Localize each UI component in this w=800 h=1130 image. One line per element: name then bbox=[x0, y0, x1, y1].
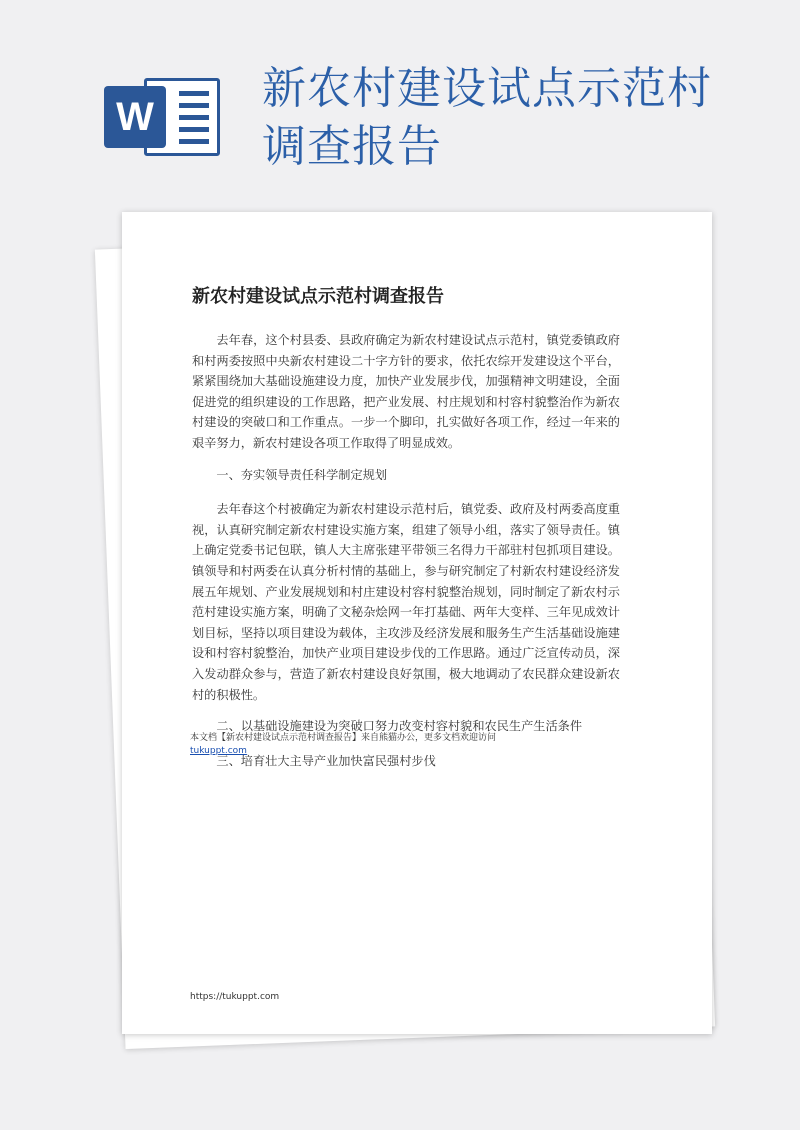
word-letter-badge: W bbox=[104, 86, 166, 148]
footnote-link[interactable]: tukuppt.com bbox=[190, 746, 247, 756]
footnote-text: 本文档【新农村建设试点示范村调查报告】来自熊猫办公，更多文档欢迎访问 bbox=[190, 733, 497, 743]
title-line-1: 新农村建设试点示范村 bbox=[262, 63, 712, 114]
section-heading-3: 三、培育壮大主导产业加快富民强村步伐 bbox=[216, 753, 436, 768]
section-heading-1: 一、夯实领导责任科学制定规划 bbox=[216, 467, 388, 482]
header-banner bbox=[0, 0, 800, 210]
paragraph-section-1: 去年春这个村被确定为新农村建设示范村后，镇党委、政府及村两委高度重视，认真研究制定新农村建设实施方案，组建了领导小组，落实了领导责任。镇上确定党委书记包联，镇人大主席张建平带领三名得力干部驻村包抓项目建设。镇领导和村两委在认真分析村情的基础上，参与研究制定了村新农村建设经济发展五年规划、产业发展规划和村庄建设村容村貌整治规划，同时制定了新农村示范村建设实施方案，明确了文秘杂烩网一年打基础、两年大变样、三年见成效计划目标，坚持以项目建设为载体，主攻涉及经济发展和服务生产生活基础设施建设和村容村貌整治，加快产业项目建设步伐的工作思路。通过广泛宣传动员，深入发动群众参与，营造了新农村建设良好氛围，极大地调动了农民群众建设新农村的积极性。 bbox=[192, 502, 620, 702]
page-footer-url[interactable]: https://tukuppt.com bbox=[190, 992, 280, 1002]
source-footnote bbox=[190, 732, 630, 758]
page-title bbox=[262, 60, 762, 176]
document-page bbox=[122, 212, 712, 1034]
paragraph-intro: 去年春，这个村县委、县政府确定为新农村建设试点示范村，镇党委镇政府和村两委按照中央新农村建设二十字方针的要求，依托农综开发建设这个平台，紧紧围绕加大基础设施建设力度，加快产业发展步伐，加强精神文明建设，全面促进党的组织建设的工作思路，把产业发展、村庄规划和村容村貌整治作为新农村建设的突破口和工作重点。一步一个脚印，扎实做好各项工作，经过一年来的艰辛努力，新农村建设各项工作取得了明显成效。 bbox=[192, 333, 620, 450]
title-line-2: 调查报告 bbox=[262, 121, 442, 172]
section-heading-2: 二、以基础设施建设为突破口努力改变村容村貌和农民生产生活条件 bbox=[216, 719, 583, 734]
document-body bbox=[192, 330, 620, 785]
document-title: 新农村建设试点示范村调查报告 bbox=[192, 286, 444, 307]
word-document-icon bbox=[104, 70, 224, 158]
